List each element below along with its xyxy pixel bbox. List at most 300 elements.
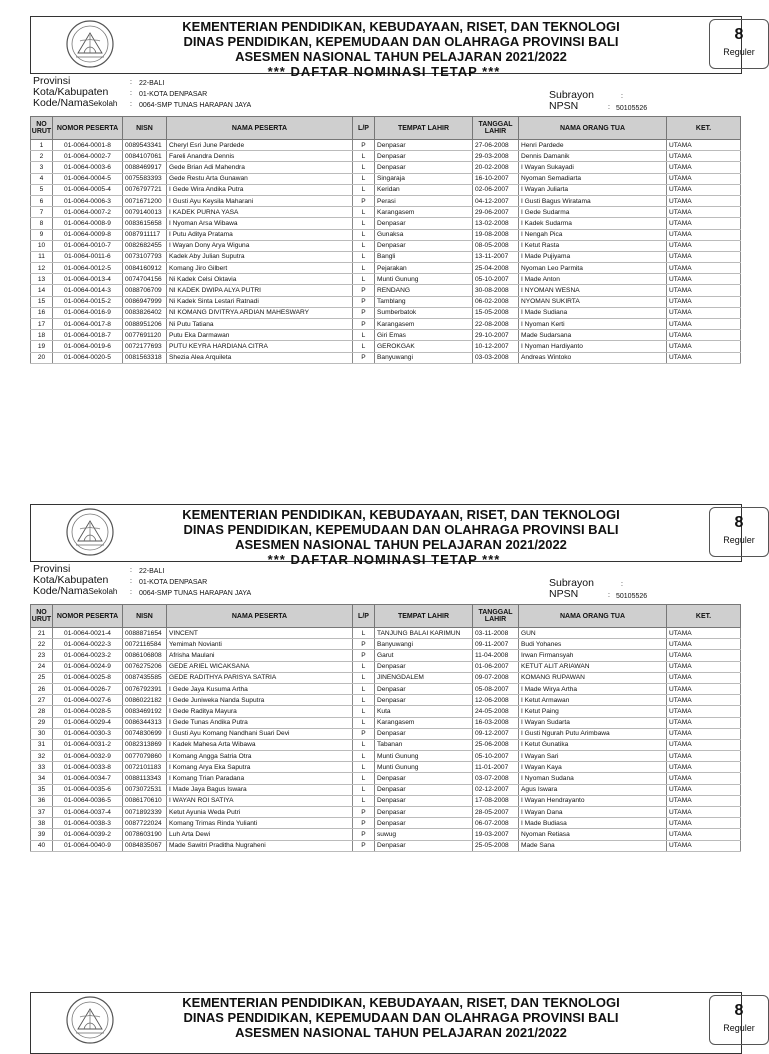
col-no: NO URUT bbox=[31, 605, 53, 628]
cell-nama-orang-tua: KETUT ALIT ARIAWAN bbox=[519, 661, 667, 672]
kode-label: Kode/Nama bbox=[33, 97, 89, 109]
table-body-2 bbox=[31, 628, 741, 852]
cell-nama-peserta: Ni Kadek Sinta Lestari Ratnadi bbox=[167, 296, 353, 307]
cell-nisn: 0073107793 bbox=[123, 251, 167, 262]
table-row bbox=[31, 784, 741, 795]
cell-ket: UTAMA bbox=[667, 695, 741, 706]
cell-nama-peserta: I Wayan Dony Arya Wiguna bbox=[167, 240, 353, 251]
cell-ket: UTAMA bbox=[667, 263, 741, 274]
header-line-1: KEMENTERIAN PENDIDIKAN, KEBUDAYAAN, RISET, DAN TEKNOLOGI bbox=[182, 995, 620, 1010]
cell-no-urut: 35 bbox=[31, 784, 53, 795]
header-line-3: ASESMEN NASIONAL TAHUN PELAJARAN 2021/2022 bbox=[235, 537, 567, 552]
cell-nama-peserta: GEDE RADITHYA PARISYA SATRIA bbox=[167, 672, 353, 683]
table-row bbox=[31, 140, 741, 151]
cell-nama-orang-tua: I Wayan Kaya bbox=[519, 762, 667, 773]
cell-lp: L bbox=[353, 330, 375, 341]
cell-lp: P bbox=[353, 728, 375, 739]
page-header bbox=[30, 992, 755, 1054]
npsn-value: 50105526 bbox=[616, 105, 648, 112]
cell-lp: L bbox=[353, 773, 375, 784]
cell-no-urut: 30 bbox=[31, 728, 53, 739]
cell-ket: UTAMA bbox=[667, 818, 741, 829]
cell-nama-orang-tua: I Wayan Hendrayanto bbox=[519, 795, 667, 806]
cell-ket: UTAMA bbox=[667, 296, 741, 307]
cell-ket: UTAMA bbox=[667, 195, 741, 206]
npsn-value: 50105526 bbox=[616, 593, 648, 600]
cell-nomor-peserta: 01-0064-0005-4 bbox=[53, 184, 123, 195]
cell-tempat-lahir: Tamblang bbox=[375, 296, 473, 307]
cell-no-urut: 24 bbox=[31, 661, 53, 672]
cell-tempat-lahir: Gunaksa bbox=[375, 229, 473, 240]
cell-nama-orang-tua: I Ketut Rasta bbox=[519, 240, 667, 251]
cell-tempat-lahir: Denpasar bbox=[375, 795, 473, 806]
cell-lp: L bbox=[353, 207, 375, 218]
cell-tanggal-lahir: 11-01-2007 bbox=[473, 762, 519, 773]
cell-lp: L bbox=[353, 341, 375, 352]
cell-ket: UTAMA bbox=[667, 330, 741, 341]
cell-nama-peserta: Made Sawitri Praditha Nugraheni bbox=[167, 840, 353, 851]
cell-nomor-peserta: 01-0064-0040-9 bbox=[53, 840, 123, 851]
cell-ket: UTAMA bbox=[667, 672, 741, 683]
cell-lp: L bbox=[353, 162, 375, 173]
school-info bbox=[33, 76, 733, 116]
cell-tempat-lahir: Denpasar bbox=[375, 695, 473, 706]
cell-no-urut: 16 bbox=[31, 307, 53, 318]
cell-tanggal-lahir: 01-06-2007 bbox=[473, 661, 519, 672]
npsn-label: NPSN bbox=[549, 100, 579, 112]
box-label: Reguler bbox=[723, 1023, 755, 1033]
provinsi-value: 22-BALI bbox=[139, 568, 165, 575]
cell-lp: P bbox=[353, 140, 375, 151]
cell-nomor-peserta: 01-0064-0020-5 bbox=[53, 352, 123, 363]
cell-nomor-peserta: 01-0064-0002-7 bbox=[53, 151, 123, 162]
nomination-table-2 bbox=[30, 604, 741, 852]
box-number: 8 bbox=[734, 1002, 744, 1019]
cell-nama-orang-tua: I Kadek Sudarma bbox=[519, 218, 667, 229]
header-line-2: DINAS PENDIDIKAN, KEPEMUDAAN DAN OLAHRAGA PROVINSI BALI bbox=[183, 34, 619, 49]
cell-lp: P bbox=[353, 307, 375, 318]
cell-nisn: 0074830699 bbox=[123, 728, 167, 739]
cell-no-urut: 36 bbox=[31, 795, 53, 806]
cell-tempat-lahir: Banyuwangi bbox=[375, 639, 473, 650]
cell-ket: UTAMA bbox=[667, 683, 741, 694]
cell-ket: UTAMA bbox=[667, 319, 741, 330]
cell-tempat-lahir: Denpasar bbox=[375, 151, 473, 162]
cell-ket: UTAMA bbox=[667, 628, 741, 639]
table-row bbox=[31, 173, 741, 184]
col-tanggal-lahir: TANGGAL LAHIR bbox=[473, 605, 519, 628]
cell-no-urut: 9 bbox=[31, 229, 53, 240]
cell-ket: UTAMA bbox=[667, 739, 741, 750]
cell-nama-peserta: Ni Kadek Celsi Oktavia bbox=[167, 274, 353, 285]
box-number: 8 bbox=[734, 514, 744, 531]
col-nomor-peserta: NOMOR PESERTA bbox=[53, 605, 123, 628]
cell-no-urut: 32 bbox=[31, 751, 53, 762]
cell-nisn: 0087435585 bbox=[123, 672, 167, 683]
cell-nama-peserta: Luh Arta Dewi bbox=[167, 829, 353, 840]
col-nama-peserta: NAMA PESERTA bbox=[167, 605, 353, 628]
cell-nisn: 0084160912 bbox=[123, 263, 167, 274]
cell-nomor-peserta: 01-0064-0038-3 bbox=[53, 818, 123, 829]
cell-nama-orang-tua: I Ketut Armawan bbox=[519, 695, 667, 706]
regular-box bbox=[709, 19, 769, 69]
cell-tanggal-lahir: 30-08-2008 bbox=[473, 285, 519, 296]
col-ket: KET. bbox=[667, 117, 741, 140]
cell-nama-orang-tua: I Made Wirya Artha bbox=[519, 683, 667, 694]
cell-nomor-peserta: 01-0064-0009-8 bbox=[53, 229, 123, 240]
cell-nomor-peserta: 01-0064-0019-6 bbox=[53, 341, 123, 352]
cell-nama-orang-tua: I Wayan Sudarta bbox=[519, 717, 667, 728]
cell-tanggal-lahir: 28-05-2007 bbox=[473, 807, 519, 818]
cell-ket: UTAMA bbox=[667, 706, 741, 717]
cell-lp: P bbox=[353, 840, 375, 851]
cell-tempat-lahir: Denpasar bbox=[375, 218, 473, 229]
cell-tempat-lahir: Singaraja bbox=[375, 173, 473, 184]
table-row bbox=[31, 751, 741, 762]
cell-no-urut: 20 bbox=[31, 352, 53, 363]
cell-lp: P bbox=[353, 352, 375, 363]
cell-nama-peserta: Cheryl Esri June Pardede bbox=[167, 140, 353, 151]
cell-nisn: 0076797721 bbox=[123, 184, 167, 195]
cell-tanggal-lahir: 04-12-2007 bbox=[473, 195, 519, 206]
cell-nomor-peserta: 01-0064-0033-8 bbox=[53, 762, 123, 773]
cell-tanggal-lahir: 20-02-2008 bbox=[473, 162, 519, 173]
cell-nisn: 0076792391 bbox=[123, 683, 167, 694]
col-nomor-peserta: NOMOR PESERTA bbox=[53, 117, 123, 140]
cell-tanggal-lahir: 22-08-2008 bbox=[473, 319, 519, 330]
provinsi-label: Provinsi bbox=[33, 563, 71, 575]
header-line-1: KEMENTERIAN PENDIDIKAN, KEBUDAYAAN, RISET, DAN TEKNOLOGI bbox=[182, 507, 620, 522]
cell-nama-peserta: I Putu Aditya Pratama bbox=[167, 229, 353, 240]
cell-tanggal-lahir: 16-10-2007 bbox=[473, 173, 519, 184]
kode-label: Kode/Nama bbox=[33, 585, 89, 597]
tut-wuri-handayani-logo-icon bbox=[64, 995, 116, 1045]
cell-nisn: 0088113343 bbox=[123, 773, 167, 784]
kota-value: 01-KOTA DENPASAR bbox=[139, 579, 208, 586]
cell-nisn: 0088706709 bbox=[123, 285, 167, 296]
cell-nisn: 0082313869 bbox=[123, 739, 167, 750]
cell-ket: UTAMA bbox=[667, 229, 741, 240]
subrayon-colon: : bbox=[621, 93, 623, 100]
table-row bbox=[31, 263, 741, 274]
kota-colon: : bbox=[130, 578, 132, 585]
cell-nisn: 0075583393 bbox=[123, 173, 167, 184]
cell-no-urut: 2 bbox=[31, 151, 53, 162]
cell-nama-peserta: Komang Jiro Gilbert bbox=[167, 263, 353, 274]
cell-tempat-lahir: Karangasem bbox=[375, 717, 473, 728]
cell-nisn: 0077691120 bbox=[123, 330, 167, 341]
table-row bbox=[31, 628, 741, 639]
header-line-1: KEMENTERIAN PENDIDIKAN, KEBUDAYAAN, RISET, DAN TEKNOLOGI bbox=[182, 19, 620, 34]
box-number: 8 bbox=[734, 26, 744, 43]
cell-no-urut: 23 bbox=[31, 650, 53, 661]
table-row bbox=[31, 717, 741, 728]
cell-nomor-peserta: 01-0064-0032-9 bbox=[53, 751, 123, 762]
cell-nama-peserta: Gede Brian Adi Mahendra bbox=[167, 162, 353, 173]
cell-nama-peserta: I KADEK PURNA YASA bbox=[167, 207, 353, 218]
cell-nama-peserta: VINCENT bbox=[167, 628, 353, 639]
table-row bbox=[31, 706, 741, 717]
tut-wuri-handayani-logo-icon bbox=[64, 19, 116, 69]
cell-lp: L bbox=[353, 706, 375, 717]
kode-value: 0064-SMP TUNAS HARAPAN JAYA bbox=[139, 102, 252, 109]
table-row bbox=[31, 773, 741, 784]
col-nama-orang-tua: NAMA ORANG TUA bbox=[519, 605, 667, 628]
cell-nisn: 0077079860 bbox=[123, 751, 167, 762]
table-row bbox=[31, 162, 741, 173]
cell-nomor-peserta: 01-0064-0037-4 bbox=[53, 807, 123, 818]
cell-no-urut: 11 bbox=[31, 251, 53, 262]
cell-no-urut: 5 bbox=[31, 184, 53, 195]
cell-nomor-peserta: 01-0064-0034-7 bbox=[53, 773, 123, 784]
table-row bbox=[31, 229, 741, 240]
cell-lp: L bbox=[353, 240, 375, 251]
cell-lp: P bbox=[353, 639, 375, 650]
cell-nomor-peserta: 01-0064-0021-4 bbox=[53, 628, 123, 639]
cell-lp: P bbox=[353, 829, 375, 840]
cell-nomor-peserta: 01-0064-0039-2 bbox=[53, 829, 123, 840]
cell-lp: P bbox=[353, 650, 375, 661]
table-row bbox=[31, 218, 741, 229]
cell-nisn: 0078603190 bbox=[123, 829, 167, 840]
cell-tanggal-lahir: 09-11-2007 bbox=[473, 639, 519, 650]
cell-tempat-lahir: Denpasar bbox=[375, 140, 473, 151]
cell-ket: UTAMA bbox=[667, 840, 741, 851]
cell-no-urut: 15 bbox=[31, 296, 53, 307]
col-nama-peserta: NAMA PESERTA bbox=[167, 117, 353, 140]
cell-tanggal-lahir: 13-02-2008 bbox=[473, 218, 519, 229]
cell-nisn: 0082682455 bbox=[123, 240, 167, 251]
table-row bbox=[31, 296, 741, 307]
cell-nisn: 0088871654 bbox=[123, 628, 167, 639]
cell-nisn: 0087722024 bbox=[123, 818, 167, 829]
cell-nisn: 0083826402 bbox=[123, 307, 167, 318]
provinsi-value: 22-BALI bbox=[139, 80, 165, 87]
cell-nisn: 0084107061 bbox=[123, 151, 167, 162]
cell-tanggal-lahir: 15-05-2008 bbox=[473, 307, 519, 318]
cell-nama-peserta: I Nyoman Arsa Wibawa bbox=[167, 218, 353, 229]
table-row bbox=[31, 807, 741, 818]
cell-no-urut: 28 bbox=[31, 706, 53, 717]
cell-ket: UTAMA bbox=[667, 807, 741, 818]
cell-nama-orang-tua: Made Sana bbox=[519, 840, 667, 851]
cell-nomor-peserta: 01-0064-0016-9 bbox=[53, 307, 123, 318]
cell-nama-orang-tua: Nyoman Semadiarta bbox=[519, 173, 667, 184]
cell-nama-orang-tua: I Gusti Bagus Wiratama bbox=[519, 195, 667, 206]
table-row bbox=[31, 739, 741, 750]
cell-ket: UTAMA bbox=[667, 162, 741, 173]
cell-nama-orang-tua: I Nyoman Hardiyanto bbox=[519, 341, 667, 352]
cell-lp: L bbox=[353, 274, 375, 285]
cell-tanggal-lahir: 19-08-2008 bbox=[473, 229, 519, 240]
cell-tempat-lahir: Denpasar bbox=[375, 661, 473, 672]
cell-nisn: 0086344313 bbox=[123, 717, 167, 728]
cell-ket: UTAMA bbox=[667, 784, 741, 795]
cell-tanggal-lahir: 13-11-2007 bbox=[473, 251, 519, 262]
cell-nama-orang-tua: Agus Iswara bbox=[519, 784, 667, 795]
cell-ket: UTAMA bbox=[667, 352, 741, 363]
cell-nama-peserta: I Made Jaya Bagus Iswara bbox=[167, 784, 353, 795]
cell-nama-orang-tua: I Made Sudiana bbox=[519, 307, 667, 318]
regular-box bbox=[709, 995, 769, 1045]
kota-colon: : bbox=[130, 90, 132, 97]
cell-nama-orang-tua: I Nyoman Sudana bbox=[519, 773, 667, 784]
cell-ket: UTAMA bbox=[667, 240, 741, 251]
cell-lp: L bbox=[353, 784, 375, 795]
cell-ket: UTAMA bbox=[667, 751, 741, 762]
cell-ket: UTAMA bbox=[667, 151, 741, 162]
cell-nama-peserta: Kadek Aby Julian Suputra bbox=[167, 251, 353, 262]
subrayon-colon: : bbox=[621, 581, 623, 588]
cell-no-urut: 18 bbox=[31, 330, 53, 341]
cell-nisn: 0086022182 bbox=[123, 695, 167, 706]
cell-nama-orang-tua: Dennis Damanik bbox=[519, 151, 667, 162]
cell-no-urut: 33 bbox=[31, 762, 53, 773]
cell-no-urut: 19 bbox=[31, 341, 53, 352]
cell-tanggal-lahir: 29-06-2007 bbox=[473, 207, 519, 218]
npsn-colon: : bbox=[608, 592, 610, 599]
cell-lp: L bbox=[353, 672, 375, 683]
cell-tempat-lahir: Denpasar bbox=[375, 162, 473, 173]
cell-ket: UTAMA bbox=[667, 717, 741, 728]
cell-ket: UTAMA bbox=[667, 184, 741, 195]
nomination-table-1 bbox=[30, 116, 741, 364]
cell-nomor-peserta: 01-0064-0010-7 bbox=[53, 240, 123, 251]
cell-tanggal-lahir: 25-04-2008 bbox=[473, 263, 519, 274]
cell-ket: UTAMA bbox=[667, 728, 741, 739]
cell-tempat-lahir: Bangli bbox=[375, 251, 473, 262]
provinsi-label: Provinsi bbox=[33, 75, 71, 87]
header-titles bbox=[141, 19, 661, 64]
cell-tempat-lahir: Denpasar bbox=[375, 683, 473, 694]
cell-lp: L bbox=[353, 229, 375, 240]
kode-sub-label: Sekolah bbox=[88, 587, 118, 596]
cell-tanggal-lahir: 29-03-2008 bbox=[473, 151, 519, 162]
cell-nomor-peserta: 01-0064-0026-7 bbox=[53, 683, 123, 694]
cell-ket: UTAMA bbox=[667, 251, 741, 262]
cell-nama-orang-tua: NYOMAN SUKIRTA bbox=[519, 296, 667, 307]
cell-nama-orang-tua: I Wayan Dana bbox=[519, 807, 667, 818]
cell-ket: UTAMA bbox=[667, 207, 741, 218]
table-row bbox=[31, 330, 741, 341]
cell-nomor-peserta: 01-0064-0027-6 bbox=[53, 695, 123, 706]
cell-nomor-peserta: 01-0064-0003-6 bbox=[53, 162, 123, 173]
table-row bbox=[31, 352, 741, 363]
cell-nama-peserta: I WAYAN ROI SATIYA bbox=[167, 795, 353, 806]
cell-nomor-peserta: 01-0064-0028-5 bbox=[53, 706, 123, 717]
cell-nama-peserta: I Gusti Ayu Keysila Maharani bbox=[167, 195, 353, 206]
cell-no-urut: 22 bbox=[31, 639, 53, 650]
cell-no-urut: 12 bbox=[31, 263, 53, 274]
cell-nomor-peserta: 01-0064-0017-8 bbox=[53, 319, 123, 330]
cell-ket: UTAMA bbox=[667, 661, 741, 672]
cell-nisn: 0071892339 bbox=[123, 807, 167, 818]
cell-ket: UTAMA bbox=[667, 650, 741, 661]
document-page-3 bbox=[0, 990, 768, 1040]
cell-nomor-peserta: 01-0064-0008-9 bbox=[53, 218, 123, 229]
subrayon-label: Subrayon bbox=[549, 89, 594, 101]
cell-ket: UTAMA bbox=[667, 274, 741, 285]
cell-nomor-peserta: 01-0064-0030-3 bbox=[53, 728, 123, 739]
cell-tempat-lahir: Kuta bbox=[375, 706, 473, 717]
cell-lp: L bbox=[353, 739, 375, 750]
cell-lp: P bbox=[353, 807, 375, 818]
cell-tempat-lahir: Denpasar bbox=[375, 784, 473, 795]
cell-nama-orang-tua: Budi Yohanes bbox=[519, 639, 667, 650]
cell-lp: P bbox=[353, 195, 375, 206]
table-row bbox=[31, 818, 741, 829]
cell-nisn: 0073072531 bbox=[123, 784, 167, 795]
box-label: Reguler bbox=[723, 47, 755, 57]
cell-nisn: 0088469917 bbox=[123, 162, 167, 173]
cell-nama-orang-tua: Nyoman Leo Parmita bbox=[519, 263, 667, 274]
cell-nama-orang-tua: I Made Pujiyama bbox=[519, 251, 667, 262]
cell-nisn: 0079140013 bbox=[123, 207, 167, 218]
cell-nama-orang-tua: I Ketut Gunatika bbox=[519, 739, 667, 750]
cell-no-urut: 38 bbox=[31, 818, 53, 829]
table-row bbox=[31, 240, 741, 251]
table-row bbox=[31, 639, 741, 650]
cell-nomor-peserta: 01-0064-0024-9 bbox=[53, 661, 123, 672]
kode-sub-label: Sekolah bbox=[88, 99, 118, 108]
cell-nama-orang-tua: I Ketut Paing bbox=[519, 706, 667, 717]
header-line-2: DINAS PENDIDIKAN, KEPEMUDAAN DAN OLAHRAGA PROVINSI BALI bbox=[183, 522, 619, 537]
table-row bbox=[31, 683, 741, 694]
cell-tempat-lahir: Karangasem bbox=[375, 207, 473, 218]
cell-tempat-lahir: Tabanan bbox=[375, 739, 473, 750]
cell-nama-peserta: NI KOMANG DIVITRYA ARDIAN MAHESWARY bbox=[167, 307, 353, 318]
cell-nama-peserta: GEDE ARIEL WICAKSANA bbox=[167, 661, 353, 672]
cell-tanggal-lahir: 16-03-2008 bbox=[473, 717, 519, 728]
cell-lp: P bbox=[353, 319, 375, 330]
cell-nama-peserta: Yemimah Novianti bbox=[167, 639, 353, 650]
cell-nomor-peserta: 01-0064-0022-3 bbox=[53, 639, 123, 650]
cell-nama-orang-tua: I NYOMAN WESNA bbox=[519, 285, 667, 296]
cell-tanggal-lahir: 24-05-2008 bbox=[473, 706, 519, 717]
cell-nama-peserta: I Gede Juniweka Nanda Suputra bbox=[167, 695, 353, 706]
cell-lp: P bbox=[353, 296, 375, 307]
cell-tempat-lahir: Munti Gunung bbox=[375, 751, 473, 762]
cell-nomor-peserta: 01-0064-0036-5 bbox=[53, 795, 123, 806]
header-titles bbox=[141, 995, 661, 1040]
npsn-label: NPSN bbox=[549, 588, 579, 600]
regular-box bbox=[709, 507, 769, 557]
cell-ket: UTAMA bbox=[667, 218, 741, 229]
col-nisn: NISN bbox=[123, 605, 167, 628]
table-row bbox=[31, 661, 741, 672]
table-row bbox=[31, 341, 741, 352]
cell-tanggal-lahir: 06-07-2008 bbox=[473, 818, 519, 829]
cell-nama-peserta: Ketut Ayunia Weda Putri bbox=[167, 807, 353, 818]
col-tanggal-lahir: TANGGAL LAHIR bbox=[473, 117, 519, 140]
table-row bbox=[31, 319, 741, 330]
col-tempat-lahir: TEMPAT LAHIR bbox=[375, 117, 473, 140]
kode-label-group bbox=[33, 98, 117, 109]
cell-nisn: 0076275206 bbox=[123, 661, 167, 672]
cell-tanggal-lahir: 25-06-2008 bbox=[473, 739, 519, 750]
document-page-2 bbox=[0, 502, 768, 892]
cell-nisn: 0089543341 bbox=[123, 140, 167, 151]
table-row bbox=[31, 307, 741, 318]
cell-tempat-lahir: Giri Emas bbox=[375, 330, 473, 341]
col-ket: KET. bbox=[667, 605, 741, 628]
cell-tanggal-lahir: 02-12-2007 bbox=[473, 784, 519, 795]
col-nisn: NISN bbox=[123, 117, 167, 140]
cell-tanggal-lahir: 27-06-2008 bbox=[473, 140, 519, 151]
cell-no-urut: 29 bbox=[31, 717, 53, 728]
cell-ket: UTAMA bbox=[667, 773, 741, 784]
table-body-1 bbox=[31, 140, 741, 364]
